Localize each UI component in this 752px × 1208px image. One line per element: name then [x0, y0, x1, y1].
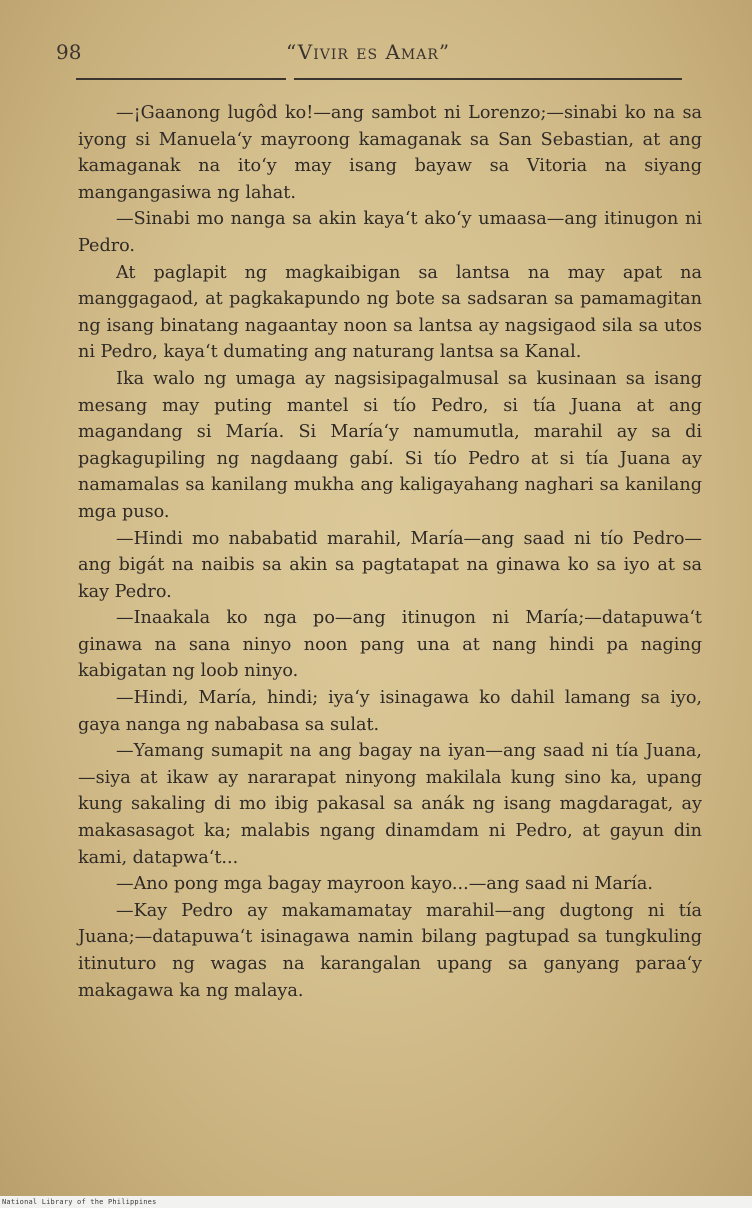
library-credit: National Library of the Philippines — [2, 1198, 157, 1206]
paragraph: —Ano pong mga bagay mayroon kayo...—ang saad ni María. — [116, 874, 654, 895]
paragraph: —Yamang sumapit na ang bagay na iyan—ang saad ni tía Juana,—siya at ikaw ay nararapat ninyong makilala kung sino ka, upang kung sakaling di mo ibig pakasal sa anák ng isang magdaragat, ay makasasagot ka; malabis ngang dinamdam ni Pedro, at gayun din kami, datapwa‘t... — [78, 741, 702, 868]
header-rule-left — [76, 78, 286, 80]
paragraph: —Hindi, María, hindi; iya‘y isinagawa ko dahil lamang sa iyo, gaya nanga ng nababasa sa sulat. — [78, 688, 702, 735]
body-text — [78, 100, 702, 1004]
paragraph: —Sinabi mo nanga sa akin kaya‘t ako‘y umaasa—ang itinugon ni Pedro. — [78, 209, 702, 256]
paragraph: —Kay Pedro ay makamamatay marahil—ang dugtong ni tía Juana;—datapuwa‘t isinagawa namin bilang pagtupad sa tungkuling itinuturo ng wagas na karangalan upang sa ganyang paraa‘y makagawa ka ng malaya. — [78, 900, 702, 1001]
page-number: 98 — [56, 40, 82, 64]
paragraph: At paglapit ng magkaibigan sa lantsa na may apat na manggagaod, at pagkakapundo ng bote sa sadsaran sa pamamagitan ng isang binatang nagaantay noon sa lantsa ay nagsigaod sila sa utos ni Pedro, kaya‘t dumating ang naturang lantsa sa Kanal. — [78, 262, 702, 363]
paragraph: —Inaakala ko nga po—ang itinugon ni María;—datapuwa‘t ginawa na sana ninyo noon pang una at nang hindi pa naging kabigatan ng loob ninyo. — [78, 608, 702, 682]
running-title: “Vivir es Amar” — [286, 40, 451, 64]
paragraph: —Hindi mo nababatid marahil, María—ang saad ni tío Pedro—ang bigát na naibis sa akin sa pagtatapat na ginawa ko sa iyo at sa kay Pedro. — [78, 528, 702, 602]
page-header — [56, 40, 696, 80]
header-rule-right — [294, 78, 682, 80]
paragraph: Ika walo ng umaga ay nagsisipagalmusal sa kusinaan sa isang mesang may puting mantel si tío Pedro, si tía Juana at ang magandang si María. Si María‘y namumutla, marahil ay sa di pagkagupiling ng nagdaang gabí. Si tío Pedro at si tía Juana ay namamalas sa kanilang mukha ang kaligayahang naghari sa kanilang mga puso. — [78, 368, 702, 522]
paragraph: —¡Gaanong lugôd ko!—ang sambot ni Lorenzo;—sinabi ko na sa iyong si Manuela‘y mayroong kamaganak sa San Sebastian, at ang kamaganak na ito‘y may isang bayaw sa Vitoria na siyang mangangasiwa ng lahat. — [78, 103, 702, 203]
